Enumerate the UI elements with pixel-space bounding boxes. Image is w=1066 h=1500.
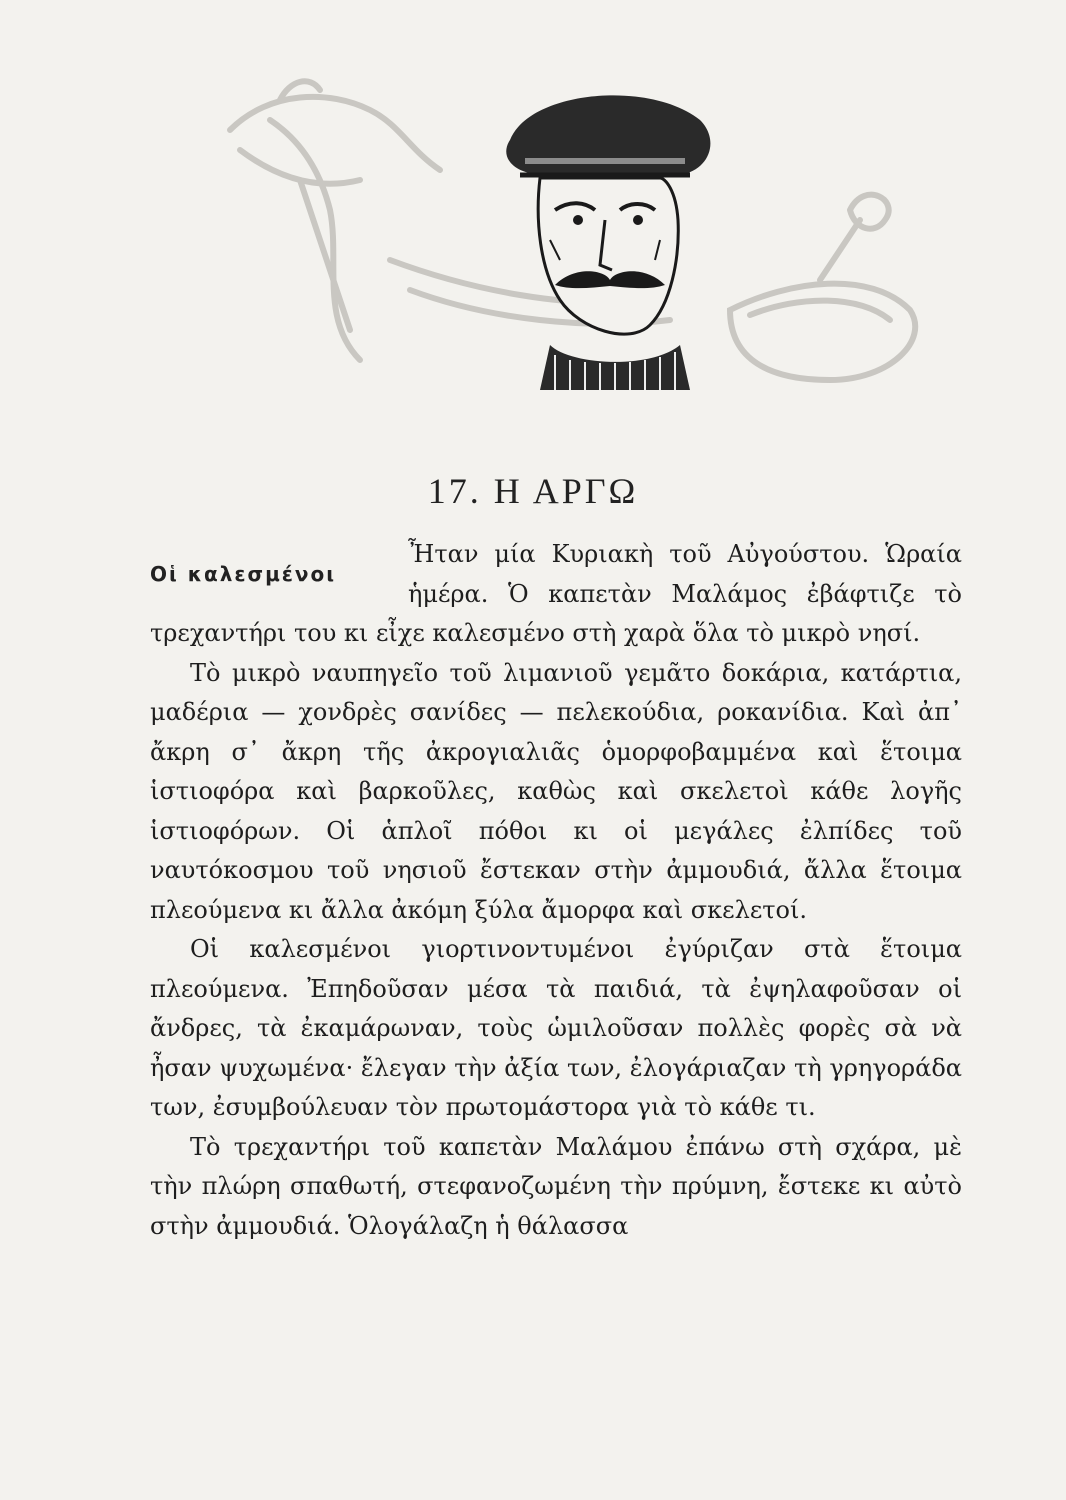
opening-paragraph-wrap bbox=[150, 535, 962, 654]
chapter-body bbox=[150, 535, 962, 1246]
paragraph-1: Ἦταν μία Κυριακὴ τοῦ Αὐγούστου. Ὡραία ἡμέρα. Ὁ καπετὰν Μαλάμος ἐβάφτιζε τὸ τρεχαντήρι του κι εἶχε καλεσμένο στὴ χαρὰ ὅλα τὸ μικρὸ νησί. bbox=[150, 540, 962, 647]
captain-portrait-illustration bbox=[210, 60, 970, 405]
margin-side-heading: Οἱ καλεσμένοι bbox=[150, 561, 337, 586]
chapter-title: 17. Η ΑΡΓΩ bbox=[427, 471, 639, 511]
paragraph-2: Τὸ μικρὸ ναυπηγεῖο τοῦ λιμανιοῦ γεμᾶτο δοκάρια, κατάρτια, μαδέρια — χονδρὲς σανίδες — πελεκούδια, ροκανίδια. Καὶ ἀπ᾽ ἄκρη σ᾽ ἄκρη τῆς ἀκρογιαλιᾶς ὁμορφοβαμμένα καὶ ἕτοιμα ἱστιοφόρα καὶ βαρκοῦλες, καθὼς καὶ σκελετοὶ κάθε λογῆς ἱστιοφόρων. Οἱ ἁπλοῖ πόθοι κι οἱ μεγάλες ἐλπίδες τοῦ ναυτόκοσμου τοῦ νησιοῦ ἔστεκαν στὴν ἀμμουδιά, ἄλλα ἕτοιμα πλεούμενα κι ἄλλα ἀκόμη ξύλα ἄμορφα καὶ σκελετοί. bbox=[150, 658, 962, 924]
paragraph-4: Τὸ τρεχαντήρι τοῦ καπετὰν Μαλάμου ἐπάνω στὴ σχάρα, μὲ τὴν πλώρη σπαθωτή, στεφανοζωμένη τὴν πρύμνη, ἔστεκε κι αὐτὸ στὴν ἀμμουδιά. Ὁλογάλαζη ἡ θάλασσα bbox=[150, 1132, 962, 1240]
paragraph-3: Οἱ καλεσμένοι γιορτινοντυμένοι ἐγύριζαν στὰ ἕτοιμα πλεούμενα. Ἐπηδοῦσαν μέσα τὰ παιδιά, τὰ ἐψηλαφοῦσαν οἱ ἄνδρες, τὰ ἐκαμάρωναν, τοὺς ὡμιλοῦσαν πολλὲς φορὲς σὰ νὰ ἦσαν ψυχωμένα· ἔλεγαν τὴν ἀξία των, ἐλογάριαζαν τὴ γρηγοράδα των, ἐσυμβούλευαν τὸν πρωτομάστορα γιὰ τὸ κάθε τι. bbox=[150, 935, 962, 1121]
captain-face-sketch bbox=[506, 95, 710, 390]
